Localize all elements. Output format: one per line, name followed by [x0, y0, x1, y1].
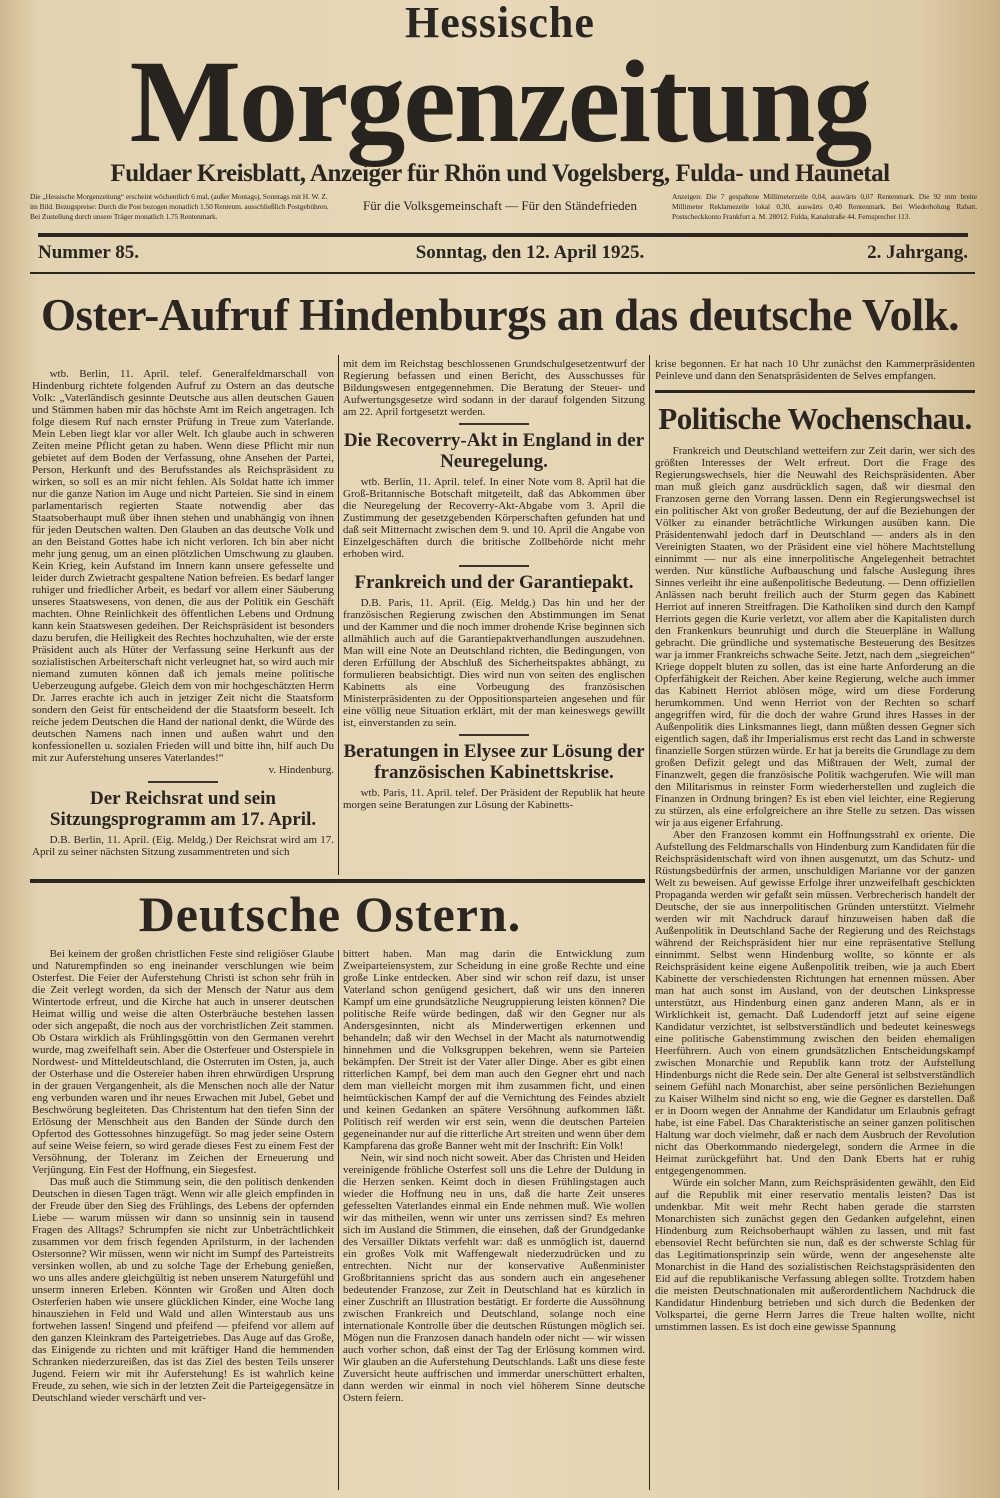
aufruf-signature: v. Hindenburg.: [268, 764, 334, 776]
aufruf-text: wtb. Berlin, 11. April. telef. Generalfeldmarschall von Hindenburg richtete folgenden Aufruf zu Ostern an das deutsche Volk: „Vaterländisch gesinnte Deutsche aus allen deutschen Gauen und Stämmen haben mir das höchste Amt im Reich angetragen. Ich folge diesem Ruf nach ernster Prüfung in Treue zum Vaterlande. Mein Leben liegt klar vor aller Welt. Ich glaube auch in schweren Zeiten meine Pflicht getan zu haben. Wenn diese Pflicht mir nun gebietet auf dem Boden der Verfassung, ohne Ansehen der Partei, Person, Herkunft und des Berufsstandes als Reichspräsident zu wirken, so soll es an mir nicht fehlen. Als Soldat hatte ich immer nur die ganze Nation im Auge und nicht Parteien. Sie sind in einem parlamentarisch regierten Staate notwendig aber das Staatsoberhaupt muß über ihnen stehen und unabhängig von ihnen für jeden Deutschen walten. Den Glauben an das deutsche Volk und an den Beistand Gottes habe ich nicht verloren. Ich bin aber nicht mehr jung genug, um an einen plötzlichen Umschwung zu glauben. Kein Krieg, kein Aufstand im Innern kann unsere gefesselte und leider durch Zwietracht gespaltene Nation befreien. Es bedarf langer ruhiger und friedlicher Arbeit, es bedarf vor allem einer Säuberung unseres Staatswesens, von denen, die aus der Politik ein Geschäft machten. Ohne Reinlichkeit des öffentlichen Lebens und Ordnung kann kein Staatswesen gedeihen. Der Reichspräsident ist besonders dazu berufen, die Heiligkeit des Rechtes hochzuhalten, wie der erste Präsident auch als Hüter der Verfassung seine Herkunft aus der sozialistischen Arbeiterschaft nicht verleugnet hat, so wird auch mir niemand zumuten können daß ich jemals meine politische Ueberzeugung aufgebe. Gleich dem von mir hochgeschätzten Herrn Dr. Jarres erachte ich auch in jetziger Zeit nicht die Staatsform sondern den Geist für entscheidend der die Staatsform beseelt. Ich reiche jedem Deutschen die Hand der national denkt, die Würde des deutschen Namens nach innen und außen wahrt und den konfessionellen u. sozialen Frieden will und bitte ihn, hilf auch Du mit zur Auferstehung unseres Vaterlandes!“: [32, 368, 334, 764]
ostern-paragraph: bittert haben. Man mag darin die Entwicklung zum Zweiparteiensystem, zur Scheidung in eine große Rechte und eine große Linke entdecken. Aber sind wir schon reif dazu, ist unser Vaterland schon genügend gesichert, daß wir uns den inneren Kampf um eine grundsätzliche Neugruppierung leisten können? Die politische Reife würde bedingen, daß wir den Gegner nur als Andersgesinnten, nicht als Minderwertigen erkennen und behandeln; daß wir den Wechsel in der Macht als naturnotwendig hinnehmen und die Volksgruppen bekehren, wenn sie Parteien bekämpfen. Der Streit ist der Vater aller Dinge. Aber es gibt einen ritterlichen Kampf, bei dem man auch den Gegner ehrt und nach dem man vielleicht morgen mit ihm zusammen ficht, und einen heimtückischen Kampf der auf die Vernichtung des Feindes abzielt und keinen Gedanken an spätere Versöhnung aufkommen läßt. Politisch reif werden wir erst sein, wenn die deutschen Parteien gegeneinander nur auf die ritterliche Art streiten und wenn über dem Kampfarena das große Banner weht mit der Inschrift: Ein Volk!: [343, 948, 645, 1152]
separator: [459, 423, 529, 425]
elysee-text: wtb. Paris, 11. April. telef. Der Präsident der Republik hat heute morgen seine Beratungen zur Lösung der Kabinetts-: [343, 787, 645, 811]
ostern-column-2: [343, 948, 645, 1404]
issue-rule: [30, 272, 975, 274]
masthead-motto: Für die Volksgemeinschaft — Für den Ständefrieden: [363, 198, 637, 213]
issue-date: Sonntag, den 12. April 1925.: [415, 242, 645, 263]
ostern-column-1: [32, 948, 334, 1404]
column-divider: [649, 355, 650, 1490]
ostern-paragraph: Nein, wir sind noch nicht soweit. Aber das Christen und Heiden vereinigende fröhliche Osterfest soll uns die Lehre der Duldung in die Herzen senken. Keimt doch in diesen Frühlingstagen auch wieder die Hoffnung neu in uns, daß die harte Zeit unseres gefesselten Vaterlandes einmal ein Ende nehmen muß. Wie wollen wir das mitheilen, wenn wir unter uns zerrissen sind? Es mehren sich im Ausland die Stimmen, die einsehen, daß der Grundgedanke des Versailler Diktats verfehlt war: daß es unmöglich ist, dauernd ein großes Volk mit Waffengewalt niederzudrücken und zu entrechten. Nicht nur der konservative Außenminister Großbritanniens spricht das aus sondern auch ein angesehener bedeutender Franzose, zur Zeit in Deutschland hat es kürzlich in einer Zuschrift an Illustration bestätigt. Er forderte die Aussöhnung zwischen Frankreich und Deutschland, solange noch eine internationale Kontrolle über die deutschen Rüstungen möglich sei. Mögen nun die Franzosen danach handeln oder nicht — wir wissen auch vorher schon, daß einst der Tag der Erlösung kommen wird. Wir glauben an die Auferstehung Deutschlands. Laßt uns diese feste Zuversicht heute auffrischen und immerdar unerschüttert erhalten, dann werden wir einmal in noch viel höherem Sinne deutsche Ostern feiern.: [343, 1152, 645, 1404]
wochenschau-paragraph: Frankreich und Deutschland wetteifern zur Zeit darin, wer sich des größten Interesses der Welt erfreut. Dort die Frage des Regierungswechsels, hier die Neuwahl des Reichspräsidenten. Aber man muß gleich ganz ausdrücklich sagen, daß wir diesmal den Franzosen gerne den Vorrang lassen. Denn ein Regierungswechsel ist ein politischer Akt von großer Bedeutung, der auf die Beziehungen der Völker zu einander beträchtliche Wirkungen ausüben kann. Die Präsidentenwahl jedoch darf in Deutschland — anders als in den Vereinigten Staaten, wo der Präsident eine viel höhere Machtstellung einnimmt — nur als eine innerpolitische Angelegenheit betrachtet werden. Nur künstliche Aufbauschung und falsche Auslegung ihres Sinnes verleiht ihr eine außenpolitische Bedeutung. — Denn offiziellen Anlässen nach beruht freilich auch der Sturm gegen das Kabinett Herriot auf inneren Streitfragen. Die Katholiken sind durch den Kampf Herriots gegen die Kurie verletzt, vor allem aber die Kapitalisten durch den Frankenkurs beunruhigt und durch die Steuerpläne in Wallung gebracht. Die gründliche und systematische Besteuerung des Besitzes war ja immer Frankreichs schwache Seite. Jetzt, nach dem „siegreichen“ Kriege doppelt bluten zu sollen, das ist eine harte Anforderung an die Opferfähigkeit der Reichen. Aber keine Regierung, welche auch immer das Kabinett Herriot ablösen möge, wird um diese Forderung herumkommen. Und wenn Herriot von der Rechten so scharf angegriffen wird, für die doch der wahre Grund ihres Hasses in der Außenpolitik dies Linksmannes liegt, dann müßten dessen Gegner sich eigentlich sagen, daß ihr Imperialismus erst recht das Land in schwerste finanzielle Sorgen stürzen würde. Er hat ja bereits die Grundlage zu dem großen Defizit gelegt und das Mißtrauen der Welt, zumal der Finanzwelt, gegen die französische Politik wachgerufen. Wie will man den Militarismus in reinster Form wiederherstellen und zugleich die Finanzen in Ordnung bringen? Es ist eben viel leichter, eine Regierung zu stürzen, als eine erfolgreichere an ihre Stelle zu setzen. Das wissen wir ja aus eigener Erfahrung.: [655, 445, 975, 829]
ostern-paragraph: Bei keinem der großen christlichen Feste sind religiöser Glaube und Naturempfinden so eng ineinander verschlungen wie beim Osterfest. Die Feier der Auferstehung Christi ist schon sehr früh in die Zeit verlegt worden, da sich der Mensch der Natur aus dem Wintertode erfreut, und die Kirche hat auch in unserer deutschen Heimat willig und weise die alten Osterbräuche bestehen lassen oder sich angepaßt, die noch aus der vorchristlichen Zeit stammen. Ob Ostara wirklich als Frühlingsgöttin von den Germanen verehrt wurde, mag zweifelhaft sein. Aber die Osterfeuer und Osterspiele in Nordwest- und Mitteldeutschland, die Osterruten im Osten, ja, auch der Osterhase und die Ostereier haben ihren ehrwürdigen Ursprung in der grauen Vergangenheit, als die Menschen noch alle der Natur eng verbunden waren und ihr neues Erwachen mit Jubel, Gebet und Beschwörung begleiteten. Das Christentum hat den tiefen Sinn der Erlösung der Menschheit aus den Banden der Sünde durch den Opfertod des Gottessohnes hinzugefügt. So mag jeder seine Ostern auf seine Weise feiern, so wird gerade dieses Fest zu einem Fest der Versöhnung, der Toleranz im Zeichen der Erneuerung und Verjüngung. Ein Fest der Hoffnung, ein Siegesfest.: [32, 948, 334, 1176]
column-divider: [338, 355, 339, 875]
separator: [459, 734, 529, 736]
wochenschau-paragraph: Aber den Franzosen kommt ein Hoffnungsstrahl ex oriente. Die Aufstellung des Feldmarschalls von Hindenburg zum Kandidaten für die Reichspräsidentschaft wird von ihnen ausgenutzt, um das Schutz- und Rüstungsbedürfnis der armen, unschuldigen Marianne vor der ganzen Welt zu beweisen. Auf gewisse Erfolge ihrer unzweifelhaft geschickten Propaganda werden wir gefaßt sein müssen. Verbrecherisch handelt der Deutsche, der sie aus innerpolitischen Gründen unterstützt. Vielmehr werden wir mit Nachdruck darauf hinzuweisen haben daß die Außenpolitik in Deutschland Sache der Regierung und des Reichstags während der Reichspräsident hier nur eine repräsentative Stellung einnimmt. Selbst wenn Hindenburg wollte, so könnte er als Reichspräsident keine eigene Außenpolitik treiben, wie ja auch Ebert Kabinette der verschiedensten Richtungen hat ernennen müssen. Aber man hat auch sonst im Ausland, von der deutschen Linkspresse unterstützt, aus Hindenburg einen ganz anderen Mann, als er in Wirklichkeit ist, gemacht. Daß Ludendorff jetzt auf seine eigene Kandidatur verzichtet, ist selbstverständlich und bedeutet keineswegs eine politische Gabenstimmung zwischen den beiden ehemaligen Heerführern. Auch von einem grundsätzlichen Entscheidungskampf zwischen Monarchie und Republik kann trotz der Aufstellung Hindenburgs nicht die Rede sein. Der alte General ist selbstverständlich seinem Gefühl nach Monarchist, aber seine persönlichen Beziehungen zu Kaiser Wilhelm sind nicht so eng, wie die Gegner es darstellen. Daß er in Doorn wegen der Annahme der Kandidatur um Erlaubnis gefragt habe, ist eine Fabel. Das Charakteristische an seiner ganzen politischen Haltung war doch vielmehr, daß er nach dem Ausbruch der Revolution nicht das Oberkommando niedergelegt, sondern die Armee in die Heimat zurückgeführt hat. Und den Dank Eberts hat er ruhig entgegengenommen.: [655, 829, 975, 1177]
masthead-rule: [38, 233, 968, 237]
column-2-top: [343, 358, 645, 811]
masthead-subtitle: Fuldaer Kreisblatt, Anzeiger für Rhön und Vogelsberg, Fulda- und Haunetal: [110, 160, 890, 187]
garantiepakt-text: D.B. Paris, 11. April. (Eig. Meldg.) Das hin und her der französischen Regierung zwischen den Abstimmungen im Senat und der Kammer und die noch immer drohende Krise beginnen sich allmählich auch auf die Garantiepaktverhandlungen auszudehnen. Man will eine Note an Deutschland richten, die Bedingungen, von deren Erfüllung der Abschluß des Sicherheitspaktes abhängt, zu formulieren beabsichtigt. Dies wird nun von seiten des englischen Kabinetts als eine Vorbeugung des französischen Ministerpräsidenten zu der Oppositionsparteien angesehen und für eine völlig neue Situation erklärt, mit der man keineswegs gewillt ist, einverstanden zu sein.: [343, 597, 645, 729]
section-rule: [655, 390, 975, 393]
elysee-title: Beratungen in Elysee zur Lösung der französischen Kabinettskrise.: [343, 741, 645, 783]
reichsrat-text-continued: mit dem im Reichstag beschlossenen Grundschulgesetzentwurf der Regierung befassen und einen Bericht, des Ausschusses für Bildungswesen entgegennehmen. Die Beratung der Steuer- und Aufwertungsgesetze wird sodann in der darauf folgenden Sitzung am 22. April fortgesetzt werden.: [343, 358, 645, 418]
section-rule: [30, 879, 645, 883]
elysee-text-continued: krise begonnen. Er hat nach 10 Uhr zunächst den Kammerpräsidenten Peinleve und dann den Senatspräsidenten de Selves empfangen.: [655, 358, 975, 382]
ostern-paragraph: Das muß auch die Stimmung sein, die den politisch denkenden Deutschen in diesen Tagen trägt. Wenn wir alle gleich empfinden in der Freude über den Sieg des Frühlings, des Lebens der opfernden Liebe — warum müssen wir dann so unsinnig sein in tausend Fragen des Alltags? Schrumpfen sie nicht zur Unbeträchtlichkeit zusammen vor dem frisch fegenden Aprilsturm, in der lachenden Ostersonne? Wir müssen, wenn wir nicht im Sumpf des Parteistreits versinken wollen, ab und zu solche Tage der Erhebung genießen, wo uns alles andere gleichgültig ist neben unserem Naturgefühl und unserm inneren Erleben. Könnten wir Großen und Alten doch Osterferien haben wie unsere glücklichen Kinder, eine Woche lang hinausziehen in Feld und Wald und allen Winterstaub aus uns fortwehen lassen! Singend und pfeifend — pfeifend vor allem auf den ganzen Kleinkram des Parteigetriebes. Das Auge auf das Große, das Einigende zu richten und mit kräftiger Hand die hemmenden Schranken niederzureißen, das ist das Ziel des besten Teils unserer Jugend. Feiern wir mit ihr Auferstehung! Es ist wahrlich keine Freude, zu sehen, wie sich in der letzten Zeit die Parteigegensätze in Deutschland wieder verschärft und ver-: [32, 1176, 334, 1404]
subscription-notice: Die „Hessische Morgenzeitung“ erscheint wöchentlich 6 mal, (außer Montags), Sonntags mit H. W. Z. im Bild. Bezugspreise: Durch die Post bezogen monatlich 1.50 Rentenm. ausschließlich Postgebühren. Bei Zustellung durch unsere Träger monatlich 1.75 Rentenmark.: [30, 192, 329, 221]
main-headline: Oster-Aufruf Hindenburgs an das deutsche Volk.: [40, 290, 959, 340]
separator: [148, 781, 218, 783]
wochenschau-title: Politische Wochenschau.: [658, 401, 972, 436]
wochenschau-paragraph: Würde ein solcher Mann, zum Reichspräsidenten gewählt, den Eid auf die Republik mit einer reservatio mentalis leisten? Das ist undenkbar. Mit weit mehr Recht haben gerade die starrsten Monarchisten sich zunächst gegen den Gedanken aufgelehnt, einen Hindenburg zum Reichsoberhaupt wählen zu lassen, und mit fast ebensoviel Recht befürchten sie nun, daß es der schwerste Schlag für das Legitimationsprinzip sein würde, wenn der angesehenste alte Monarchist in die Hand des sozialistischen Reichstagspräsidenten den Eid auf die republikanische Verfassung ablegen sollte. Trotzdem haben die meisten Deutschnationalen mit außerordentlichem Nachdruck die Kandidatur Hindenburg betrieben und sich durch die Bedenken der Volkspartei, die gerne Herrn Jarres die Treue halten wollte, nicht umstimmen lassen. Es ist doch eine gewisse Spannung: [655, 1177, 975, 1333]
issue-volume: 2. Jahrgang.: [867, 242, 968, 263]
masthead-title: Morgenzeitung: [129, 36, 871, 167]
column-divider: [338, 950, 339, 1490]
recovery-text: wtb. Berlin, 11. April. telef. In einer Note vom 8. April hat die Groß-Britannische Botschaft mitgeteilt, daß das Abkommen über die Neuregelung der Recoverry-Akt-Abgabe vom 3. April die Zustimmung der gesetzgebenden Körperschaften gefunden hat und daß seit Mitternacht zwischen dem 9. und 10. April die Angabe von Einzelgeschäften durch die britische Zollbehörde nicht mehr erhoben wird.: [343, 476, 645, 560]
reichsrat-title: Der Reichsrat und sein Sitzungsprogramm am 17. April.: [49, 788, 317, 830]
ostern-title: Deutsche Ostern.: [138, 886, 522, 942]
masthead-title-top: Hessische: [405, 0, 595, 47]
recovery-title: Die Recoverry-Akt in England in der Neuregelung.: [343, 430, 645, 472]
column-1-top: [32, 368, 334, 858]
advertising-notice: Anzeigen: Die 7 gespaltene Millimeterzeile 0,04, auswärts 0,07 Rentenmark. Die 92 mm breite Millimeter Reklamezeile lokal 0,30, auswärts 0,40 Rentenmark. Bei Wiederholung Rabatt. Postscheckkonto Frankfurt a. M. 28012. Fulda, Kanalstraße 44. Fernsprecher 113.: [672, 192, 977, 221]
column-3: [655, 358, 975, 1333]
issue-number: Nummer 85.: [38, 242, 139, 263]
separator: [459, 565, 529, 567]
reichsrat-text: D.B. Berlin, 11. April. (Eig. Meldg.) Der Reichsrat wird am 17. April zu seiner nächsten Sitzung zusammentreten und sich: [32, 834, 334, 858]
garantiepakt-title: Frankreich und der Garantiepakt.: [354, 572, 634, 593]
